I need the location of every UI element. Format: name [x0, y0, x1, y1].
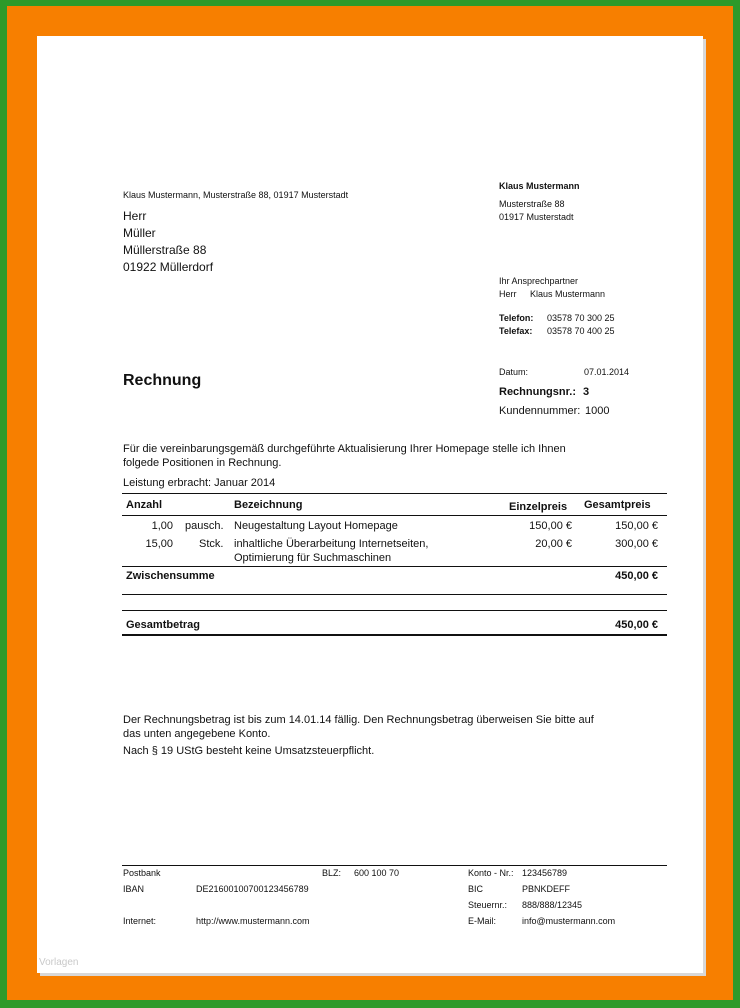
- footer-account: 123456789: [522, 868, 568, 878]
- footer-blz: 600 100 70: [354, 868, 400, 878]
- invoice-page: [37, 36, 703, 973]
- contact-name: Klaus Mustermann: [530, 289, 606, 299]
- col-header-unit-price: Einzelpreis: [509, 501, 568, 513]
- table-header-rule: [122, 515, 667, 516]
- row2-unit-price: 20,00 €: [535, 538, 572, 550]
- row1-unit: pausch.: [185, 520, 224, 532]
- footer-account-label: Konto - Nr.:: [468, 868, 514, 878]
- subtotal-value: 450,00 €: [615, 570, 658, 582]
- footer-iban-label: IBAN: [123, 884, 145, 894]
- contact-label: Ihr Ansprechpartner: [499, 276, 579, 286]
- footer-tax-label: Steuernr.:: [468, 900, 508, 910]
- row1-description: Neugestaltung Layout Homepage: [234, 520, 398, 532]
- footer-email-link[interactable]: info@mustermann.com: [522, 916, 616, 926]
- recipient-address: [123, 208, 213, 276]
- sender-name: Klaus Mustermann: [499, 181, 580, 191]
- footer-blz-label: BLZ:: [322, 868, 342, 878]
- footer-bic-label: BIC: [468, 884, 484, 894]
- row1-quantity: 1,00: [151, 520, 173, 532]
- phone-value: 03578 70 300 25: [547, 313, 615, 323]
- table-top-rule: [122, 493, 667, 494]
- footer-email-label: E-Mail:: [468, 916, 497, 926]
- col-header-quantity: Anzahl: [126, 499, 163, 511]
- sender-street: Musterstraße 88: [499, 199, 565, 209]
- row2-description-line-1: inhaltliche Überarbeitung Internetseiten,: [234, 538, 429, 550]
- footer-internet-link[interactable]: http://www.mustermann.com: [196, 916, 310, 926]
- payment-terms-line-1: Der Rechnungsbetrag ist bis zum 14.01.14 fällig. Den Rechnungsbetrag überweisen Sie bitte auf: [123, 714, 594, 726]
- footer-iban: DE21600100700123456789: [196, 884, 309, 894]
- intro-line-1: Für die vereinbarungsgemäß durchgeführte Aktualisierung Ihrer Homepage stelle ich Ihnen: [123, 443, 566, 455]
- watermark-text: Vorlagen: [39, 957, 79, 968]
- document-title: Rechnung: [123, 372, 202, 389]
- service-period: Leistung erbracht: Januar 2014: [123, 477, 276, 489]
- customer-number-label: Kundennummer:: [499, 405, 581, 417]
- contact-salutation: Herr: [499, 289, 517, 299]
- row2-total: 300,00 €: [615, 538, 658, 550]
- footer-bic: PBNKDEFF: [522, 884, 571, 894]
- date-label: Datum:: [499, 367, 529, 377]
- customer-number-value: 1000: [585, 405, 610, 417]
- row2-quantity: 15,00: [145, 538, 173, 550]
- footer-tax: 888/888/12345: [522, 900, 583, 910]
- footer-bank: Postbank: [123, 868, 161, 878]
- tax-note: Nach § 19 UStG besteht keine Umsatzsteuerpflicht.: [123, 745, 375, 757]
- date-value: 07.01.2014: [584, 367, 630, 377]
- grand-total-top-rule: [122, 610, 667, 611]
- subtotal-label: Zwischensumme: [126, 570, 215, 582]
- row2-description-line-2: Optimierung für Suchmaschinen: [234, 552, 392, 564]
- invoice-number-value: 3: [583, 386, 590, 398]
- recipient-salutation: Herr: [123, 209, 147, 223]
- col-header-description: Bezeichnung: [234, 499, 303, 511]
- recipient-name: Müller: [123, 226, 156, 240]
- intro-line-2: folgede Positionen in Rechnung.: [123, 457, 282, 469]
- grand-total-label: Gesamtbetrag: [126, 619, 200, 631]
- invoice-number-label: Rechnungsnr.:: [499, 386, 577, 398]
- recipient-city: 01922 Müllerdorf: [123, 260, 214, 274]
- fax-label: Telefax:: [499, 326, 533, 336]
- row2-unit: Stck.: [199, 538, 224, 550]
- grand-total-value: 450,00 €: [615, 619, 658, 631]
- footer-rule: [122, 865, 667, 866]
- row1-total: 150,00 €: [615, 520, 658, 532]
- sender-city: 01917 Musterstadt: [499, 212, 574, 222]
- row1-unit-price: 150,00 €: [529, 520, 572, 532]
- grand-total-bottom-rule: [122, 634, 667, 636]
- sender-return-line: Klaus Mustermann, Musterstraße 88, 01917 Musterstadt: [123, 190, 349, 200]
- col-header-total: Gesamtpreis: [584, 499, 651, 511]
- subtotal-bottom-rule: [122, 594, 667, 595]
- subtotal-top-rule: [122, 566, 667, 567]
- payment-terms-line-2: das unten angegebene Konto.: [123, 728, 271, 740]
- phone-label: Telefon:: [499, 313, 534, 323]
- footer-internet-label: Internet:: [123, 916, 157, 926]
- fax-value: 03578 70 400 25: [547, 326, 615, 336]
- recipient-street: Müllerstraße 88: [123, 243, 207, 257]
